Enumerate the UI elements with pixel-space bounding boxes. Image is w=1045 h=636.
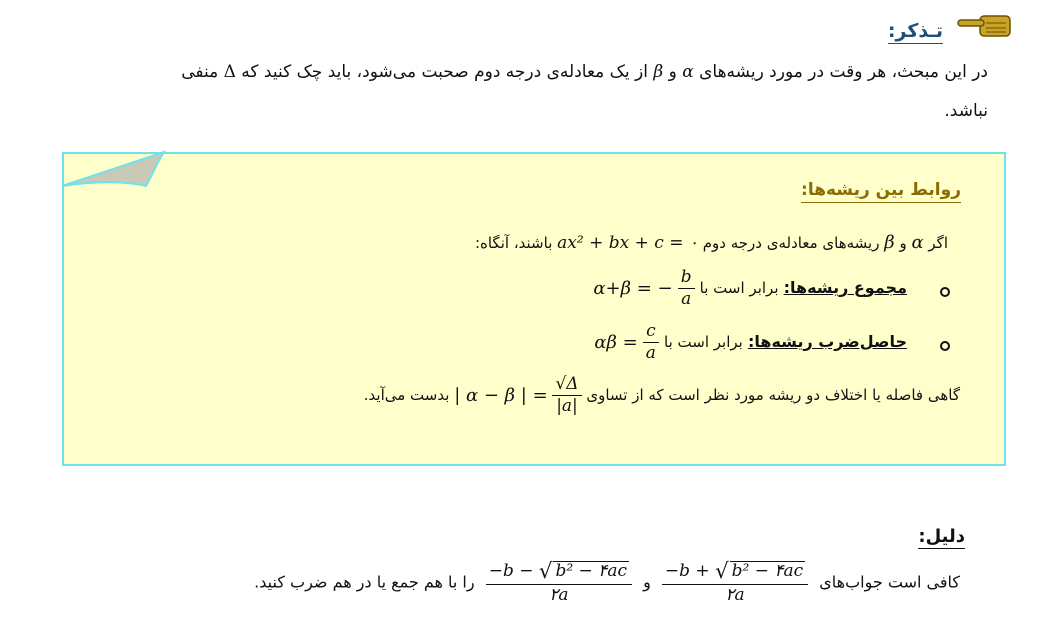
beta-symbol: β (884, 232, 895, 253)
sqrt-icon: √ (538, 559, 553, 584)
condition-middle: ریشه‌های معادله‌ی درجه دوم (702, 234, 880, 252)
root1-radicand: b² − ۴ac (731, 561, 804, 581)
proof-text-2: را با هم جمع یا در هم ضرب کنید. (254, 572, 475, 592)
product-denominator: a (645, 342, 656, 363)
root1-fraction (662, 560, 808, 606)
intro-line-2: نباشد. (944, 101, 988, 121)
condition-prefix: اگر (928, 234, 948, 252)
sum-lhs: α+β = − (593, 277, 673, 299)
quadratic-equation: ax² + bx + c = ۰ (557, 233, 698, 253)
product-lhs: αβ = (594, 331, 638, 353)
root1-numerator (662, 560, 808, 585)
difference-text-2: بدست می‌آید. (363, 385, 450, 404)
difference-fraction (552, 375, 581, 416)
intro-and: و (668, 62, 677, 82)
intro-text-2: از یک معادله‌ی درجه دوم صحبت می‌شود، باید چک کنید که (241, 62, 648, 82)
condition-and: و (899, 234, 907, 252)
root2-fraction (486, 560, 632, 606)
root2-num-prefix: −b − (488, 561, 539, 581)
sum-numerator: b (678, 268, 695, 289)
difference-numerator: √Δ (552, 375, 581, 396)
beta-symbol: β (653, 62, 664, 82)
box-title: روابط بین ریشه‌ها: (801, 180, 961, 203)
difference-denominator: |a| (556, 395, 578, 416)
root2-radicand: b² − ۴ac (555, 561, 627, 581)
page-curl-decoration (60, 150, 170, 192)
alpha-symbol: α (682, 62, 694, 82)
bullet-circle (940, 287, 950, 297)
root2-denominator: ۲a (549, 585, 569, 606)
proof-heading: دلیل: (918, 526, 965, 547)
product-formula (594, 322, 659, 363)
proof-text-1: کافی است جواب‌های (819, 572, 960, 592)
sum-fraction (678, 268, 695, 309)
intro-text-1: در این مبحث، هر وقت در مورد ریشه‌های (699, 62, 988, 82)
product-label: حاصل‌ضرب ریشه‌ها: (747, 331, 907, 351)
difference-lhs: | α − β | = (454, 384, 548, 406)
pointing-hand-icon (956, 12, 1014, 40)
product-fraction (643, 322, 659, 363)
product-numerator: c (643, 322, 659, 343)
intro-line-1 (181, 62, 988, 82)
proof-and: و (643, 572, 651, 592)
alpha-symbol: α (911, 232, 924, 253)
proof-line (254, 560, 960, 606)
condition-suffix: باشند، آنگاه: (474, 234, 553, 252)
sqrt-icon: √ (715, 559, 729, 584)
root1-num-prefix: −b + (664, 561, 716, 581)
condition-line (475, 232, 948, 253)
difference-text-1: گاهی فاصله یا اختلاف دو ریشه مورد نظر است که از تساوی (586, 385, 960, 404)
bullet-circle (940, 341, 950, 351)
difference-formula (454, 375, 581, 416)
intro-text-3: منفی (181, 62, 219, 82)
note-heading: تـذکر: (887, 20, 943, 42)
product-text: برابر است با (664, 332, 743, 351)
sum-of-roots-item (593, 268, 907, 309)
root2-numerator (486, 560, 632, 585)
sum-label: مجموع ریشه‌ها: (783, 277, 907, 297)
root-difference-line (364, 375, 960, 416)
root1-denominator: ۲a (725, 585, 745, 606)
sum-text: برابر است با (699, 278, 779, 297)
sum-denominator: a (681, 288, 692, 309)
product-of-roots-item (594, 322, 907, 363)
sum-formula (593, 268, 694, 309)
delta-symbol: Δ (223, 62, 236, 82)
